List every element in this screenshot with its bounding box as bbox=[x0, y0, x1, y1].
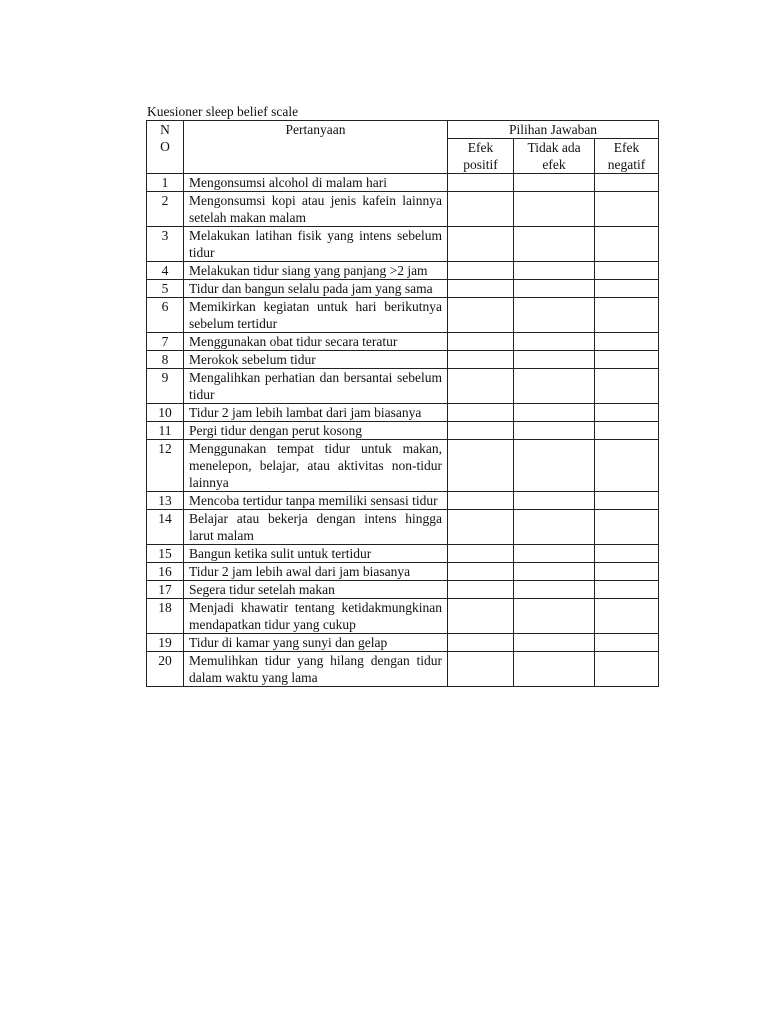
header-choice-positive-line2: positif bbox=[463, 157, 498, 172]
row-number: 6 bbox=[147, 298, 184, 333]
document-title: Kuesioner sleep belief scale bbox=[147, 104, 299, 119]
answer-neutral-cell[interactable] bbox=[514, 192, 595, 227]
questionnaire-table bbox=[146, 120, 659, 687]
answer-positive-cell[interactable] bbox=[448, 599, 514, 634]
answer-positive-cell[interactable] bbox=[448, 174, 514, 192]
table-row bbox=[147, 510, 659, 545]
answer-neutral-cell[interactable] bbox=[514, 422, 595, 440]
row-question: Memulihkan tidur yang hilang dengan tidur dalam waktu yang lama bbox=[184, 652, 448, 687]
row-question: Menjadi khawatir tentang ketidakmungkinan mendapatkan tidur yang cukup bbox=[184, 599, 448, 634]
row-question: Tidur di kamar yang sunyi dan gelap bbox=[184, 634, 448, 652]
row-number: 2 bbox=[147, 192, 184, 227]
row-question: Tidur dan bangun selalu pada jam yang sama bbox=[184, 280, 448, 298]
row-question: Melakukan tidur siang yang panjang >2 jam bbox=[184, 262, 448, 280]
answer-negative-cell[interactable] bbox=[595, 192, 659, 227]
answer-neutral-cell[interactable] bbox=[514, 634, 595, 652]
answer-negative-cell[interactable] bbox=[595, 545, 659, 563]
answer-negative-cell[interactable] bbox=[595, 262, 659, 280]
row-number: 10 bbox=[147, 404, 184, 422]
answer-neutral-cell[interactable] bbox=[514, 298, 595, 333]
row-number: 7 bbox=[147, 333, 184, 351]
row-question: Memikirkan kegiatan untuk hari berikutnya sebelum tertidur bbox=[184, 298, 448, 333]
row-number: 20 bbox=[147, 652, 184, 687]
answer-negative-cell[interactable] bbox=[595, 581, 659, 599]
row-number: 1 bbox=[147, 174, 184, 192]
answer-negative-cell[interactable] bbox=[595, 492, 659, 510]
answer-negative-cell[interactable] bbox=[595, 298, 659, 333]
answer-negative-cell[interactable] bbox=[595, 280, 659, 298]
answer-positive-cell[interactable] bbox=[448, 581, 514, 599]
table-row bbox=[147, 492, 659, 510]
row-number: 5 bbox=[147, 280, 184, 298]
questionnaire-body bbox=[147, 174, 659, 687]
header-choice-negative-line1: Efek bbox=[613, 140, 640, 155]
row-number: 9 bbox=[147, 369, 184, 404]
answer-positive-cell[interactable] bbox=[448, 192, 514, 227]
row-number: 8 bbox=[147, 351, 184, 369]
answer-positive-cell[interactable] bbox=[448, 545, 514, 563]
header-number-line2: O bbox=[160, 139, 170, 154]
row-question: Bangun ketika sulit untuk tertidur bbox=[184, 545, 448, 563]
answer-neutral-cell[interactable] bbox=[514, 563, 595, 581]
header-number bbox=[147, 121, 184, 174]
table-row bbox=[147, 634, 659, 652]
row-question: Mencoba tertidur tanpa memiliki sensasi tidur bbox=[184, 492, 448, 510]
table-row bbox=[147, 422, 659, 440]
header-choice-neutral-line1: Tidak ada bbox=[527, 140, 581, 155]
row-number: 14 bbox=[147, 510, 184, 545]
answer-positive-cell[interactable] bbox=[448, 333, 514, 351]
table-row bbox=[147, 227, 659, 262]
answer-negative-cell[interactable] bbox=[595, 440, 659, 492]
row-number: 17 bbox=[147, 581, 184, 599]
answer-negative-cell[interactable] bbox=[595, 652, 659, 687]
header-choice-negative bbox=[595, 139, 659, 174]
row-question: Melakukan latihan fisik yang intens sebelum tidur bbox=[184, 227, 448, 262]
answer-positive-cell[interactable] bbox=[448, 227, 514, 262]
table-row bbox=[147, 599, 659, 634]
answer-neutral-cell[interactable] bbox=[514, 652, 595, 687]
table-row bbox=[147, 298, 659, 333]
row-question: Merokok sebelum tidur bbox=[184, 351, 448, 369]
row-number: 11 bbox=[147, 422, 184, 440]
answer-negative-cell[interactable] bbox=[595, 634, 659, 652]
answer-negative-cell[interactable] bbox=[595, 510, 659, 545]
answer-positive-cell[interactable] bbox=[448, 280, 514, 298]
header-choices-group: Pilihan Jawaban bbox=[448, 121, 659, 139]
header-choice-positive bbox=[448, 139, 514, 174]
answer-positive-cell[interactable] bbox=[448, 298, 514, 333]
answer-positive-cell[interactable] bbox=[448, 440, 514, 492]
table-row bbox=[147, 192, 659, 227]
row-question: Mengonsumsi alcohol di malam hari bbox=[184, 174, 448, 192]
row-number: 18 bbox=[147, 599, 184, 634]
table-row bbox=[147, 404, 659, 422]
row-number: 13 bbox=[147, 492, 184, 510]
row-number: 4 bbox=[147, 262, 184, 280]
answer-neutral-cell[interactable] bbox=[514, 404, 595, 422]
answer-neutral-cell[interactable] bbox=[514, 440, 595, 492]
header-row-1 bbox=[147, 121, 659, 139]
answer-neutral-cell[interactable] bbox=[514, 262, 595, 280]
answer-positive-cell[interactable] bbox=[448, 492, 514, 510]
answer-neutral-cell[interactable] bbox=[514, 174, 595, 192]
table-row bbox=[147, 262, 659, 280]
table-row bbox=[147, 351, 659, 369]
answer-negative-cell[interactable] bbox=[595, 333, 659, 351]
row-number: 3 bbox=[147, 227, 184, 262]
answer-positive-cell[interactable] bbox=[448, 634, 514, 652]
row-question: Segera tidur setelah makan bbox=[184, 581, 448, 599]
table-row bbox=[147, 652, 659, 687]
answer-neutral-cell[interactable] bbox=[514, 227, 595, 262]
row-question: Belajar atau bekerja dengan intens hingga larut malam bbox=[184, 510, 448, 545]
answer-positive-cell[interactable] bbox=[448, 351, 514, 369]
answer-positive-cell[interactable] bbox=[448, 422, 514, 440]
answer-negative-cell[interactable] bbox=[595, 351, 659, 369]
answer-positive-cell[interactable] bbox=[448, 262, 514, 280]
answer-neutral-cell[interactable] bbox=[514, 280, 595, 298]
table-row bbox=[147, 333, 659, 351]
answer-neutral-cell[interactable] bbox=[514, 492, 595, 510]
answer-negative-cell[interactable] bbox=[595, 422, 659, 440]
header-choice-positive-line1: Efek bbox=[467, 140, 494, 155]
answer-positive-cell[interactable] bbox=[448, 563, 514, 581]
answer-negative-cell[interactable] bbox=[595, 369, 659, 404]
table-row bbox=[147, 369, 659, 404]
answer-negative-cell[interactable] bbox=[595, 404, 659, 422]
row-number: 12 bbox=[147, 440, 184, 492]
answer-neutral-cell[interactable] bbox=[514, 581, 595, 599]
answer-neutral-cell[interactable] bbox=[514, 545, 595, 563]
answer-negative-cell[interactable] bbox=[595, 174, 659, 192]
row-question: Menggunakan tempat tidur untuk makan, menelepon, belajar, atau aktivitas non-tidur lainnya bbox=[184, 440, 448, 492]
table-row bbox=[147, 545, 659, 563]
answer-negative-cell[interactable] bbox=[595, 227, 659, 262]
row-question: Tidur 2 jam lebih lambat dari jam biasanya bbox=[184, 404, 448, 422]
row-number: 15 bbox=[147, 545, 184, 563]
header-number-line1: N bbox=[160, 122, 170, 137]
header-question: Pertanyaan bbox=[184, 121, 448, 174]
row-question: Mengonsumsi kopi atau jenis kafein lainnya setelah makan malam bbox=[184, 192, 448, 227]
table-row bbox=[147, 440, 659, 492]
answer-negative-cell[interactable] bbox=[595, 599, 659, 634]
answer-neutral-cell[interactable] bbox=[514, 510, 595, 545]
answer-positive-cell[interactable] bbox=[448, 404, 514, 422]
row-question: Pergi tidur dengan perut kosong bbox=[184, 422, 448, 440]
row-question: Tidur 2 jam lebih awal dari jam biasanya bbox=[184, 563, 448, 581]
table-row bbox=[147, 174, 659, 192]
table-row bbox=[147, 563, 659, 581]
answer-neutral-cell[interactable] bbox=[514, 369, 595, 404]
row-number: 19 bbox=[147, 634, 184, 652]
answer-neutral-cell[interactable] bbox=[514, 351, 595, 369]
row-question: Mengalihkan perhatian dan bersantai sebelum tidur bbox=[184, 369, 448, 404]
table-row bbox=[147, 280, 659, 298]
answer-positive-cell[interactable] bbox=[448, 510, 514, 545]
answer-neutral-cell[interactable] bbox=[514, 599, 595, 634]
header-choice-neutral bbox=[514, 139, 595, 174]
answer-positive-cell[interactable] bbox=[448, 652, 514, 687]
answer-positive-cell[interactable] bbox=[448, 369, 514, 404]
row-number: 16 bbox=[147, 563, 184, 581]
answer-negative-cell[interactable] bbox=[595, 563, 659, 581]
row-question: Menggunakan obat tidur secara teratur bbox=[184, 333, 448, 351]
answer-neutral-cell[interactable] bbox=[514, 333, 595, 351]
header-choice-negative-line2: negatif bbox=[607, 157, 646, 172]
header-choice-neutral-line2: efek bbox=[542, 157, 566, 172]
table-row bbox=[147, 581, 659, 599]
